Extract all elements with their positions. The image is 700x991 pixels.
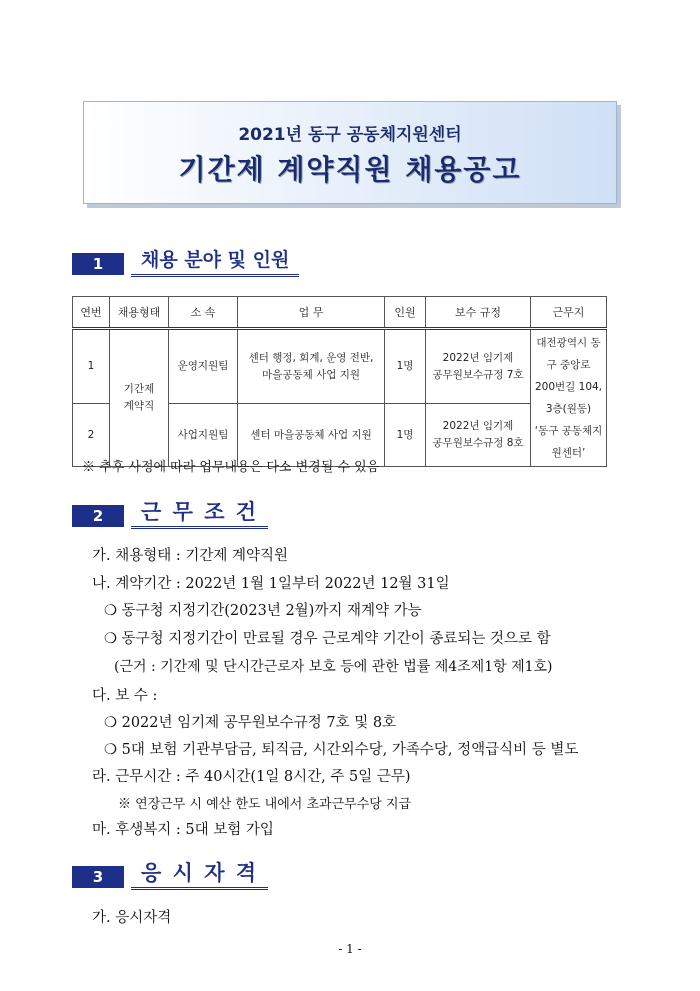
condition-bullet: ❍ 5대 보험 기관부담금, 퇴직금, 시간외수당, 가족수당, 정액급식비 등 별도 bbox=[104, 742, 579, 758]
col-header-workplace: 근무지 bbox=[531, 297, 607, 329]
condition-legal-basis: (근거 : 기간제 및 단시간근로자 보호 등에 관한 법률 제4조제1항 제1호) bbox=[114, 659, 553, 675]
condition-contract-period: 나. 계약기간 : 2022년 1월 1일부터 2022년 12월 31일 bbox=[92, 576, 450, 592]
section-1-number: 1 bbox=[72, 253, 124, 275]
cell-count: 1명 bbox=[385, 329, 426, 404]
table-row bbox=[73, 329, 607, 404]
col-header-pay: 보수 규정 bbox=[426, 297, 531, 329]
cell-dept: 사업지원팀 bbox=[169, 404, 238, 467]
page-title: 기간제 계약직원 채용공고 bbox=[178, 153, 522, 186]
section-2-number: 2 bbox=[72, 505, 124, 527]
cell-duty: 센터 행정, 회계, 운영 전반, 마을공동체 사업 지원 bbox=[238, 329, 385, 404]
condition-bullet: ❍ 2022년 임기제 공무원보수규정 7호 및 8호 bbox=[104, 715, 397, 731]
col-header-duty: 업 무 bbox=[238, 297, 385, 329]
cell-dept: 운영지원팀 bbox=[169, 329, 238, 404]
section-2-title: 근 무 조 건 bbox=[131, 500, 268, 529]
col-header-no: 연번 bbox=[73, 297, 110, 329]
condition-bullet: ❍ 동구청 지정기간이 만료될 경우 근로계약 기간이 종료되는 것으로 함 bbox=[104, 631, 551, 647]
cell-duty: 센터 마을공동체 사업 지원 bbox=[238, 404, 385, 467]
table-header-row bbox=[73, 297, 607, 329]
qualification-item: 가. 응시자격 bbox=[92, 910, 172, 926]
condition-pay-heading: 다. 보 수 : bbox=[92, 688, 158, 704]
title-box bbox=[83, 101, 617, 204]
cell-no: 1 bbox=[73, 329, 110, 404]
cell-pay: 2022년 임기제 공무원보수규정 8호 bbox=[426, 404, 531, 467]
page-number: - 1 - bbox=[338, 942, 362, 956]
section-3-number: 3 bbox=[72, 866, 124, 888]
cell-count: 1명 bbox=[385, 404, 426, 467]
cell-employment-type: 기간제 계약직 bbox=[110, 329, 169, 467]
condition-overtime-note: ※ 연장근무 시 예산 한도 내에서 초과근무수당 지급 bbox=[118, 797, 412, 812]
col-header-type: 채용형태 bbox=[110, 297, 169, 329]
cell-no: 2 bbox=[73, 404, 110, 467]
condition-welfare: 마. 후생복지 : 5대 보험 가입 bbox=[92, 822, 274, 838]
table-note: ※ 추후 사정에 따라 업무내용은 다소 변경될 수 있음 bbox=[82, 460, 380, 475]
condition-employment-type: 가. 채용형태 : 기간제 계약직원 bbox=[92, 548, 289, 564]
condition-working-hours: 라. 근무시간 : 주 40시간(1일 8시간, 주 5일 근무) bbox=[92, 769, 411, 785]
cell-pay: 2022년 임기제 공무원보수규정 7호 bbox=[426, 329, 531, 404]
section-1-title: 채용 분야 및 인원 bbox=[131, 248, 299, 277]
recruitment-table bbox=[72, 296, 607, 467]
title-line1: 2021년 동구 공동체지원센터 bbox=[238, 125, 462, 145]
section-3-title: 응 시 자 격 bbox=[131, 861, 268, 890]
condition-bullet: ❍ 동구청 지정기간(2023년 2월)까지 재계약 가능 bbox=[104, 603, 422, 619]
col-header-dept: 소 속 bbox=[169, 297, 238, 329]
col-header-count: 인원 bbox=[385, 297, 426, 329]
cell-workplace: 대전광역시 동구 중앙로 200번길 104, 3층(원동) ‘동구 공동체지원센터’ bbox=[531, 329, 607, 467]
